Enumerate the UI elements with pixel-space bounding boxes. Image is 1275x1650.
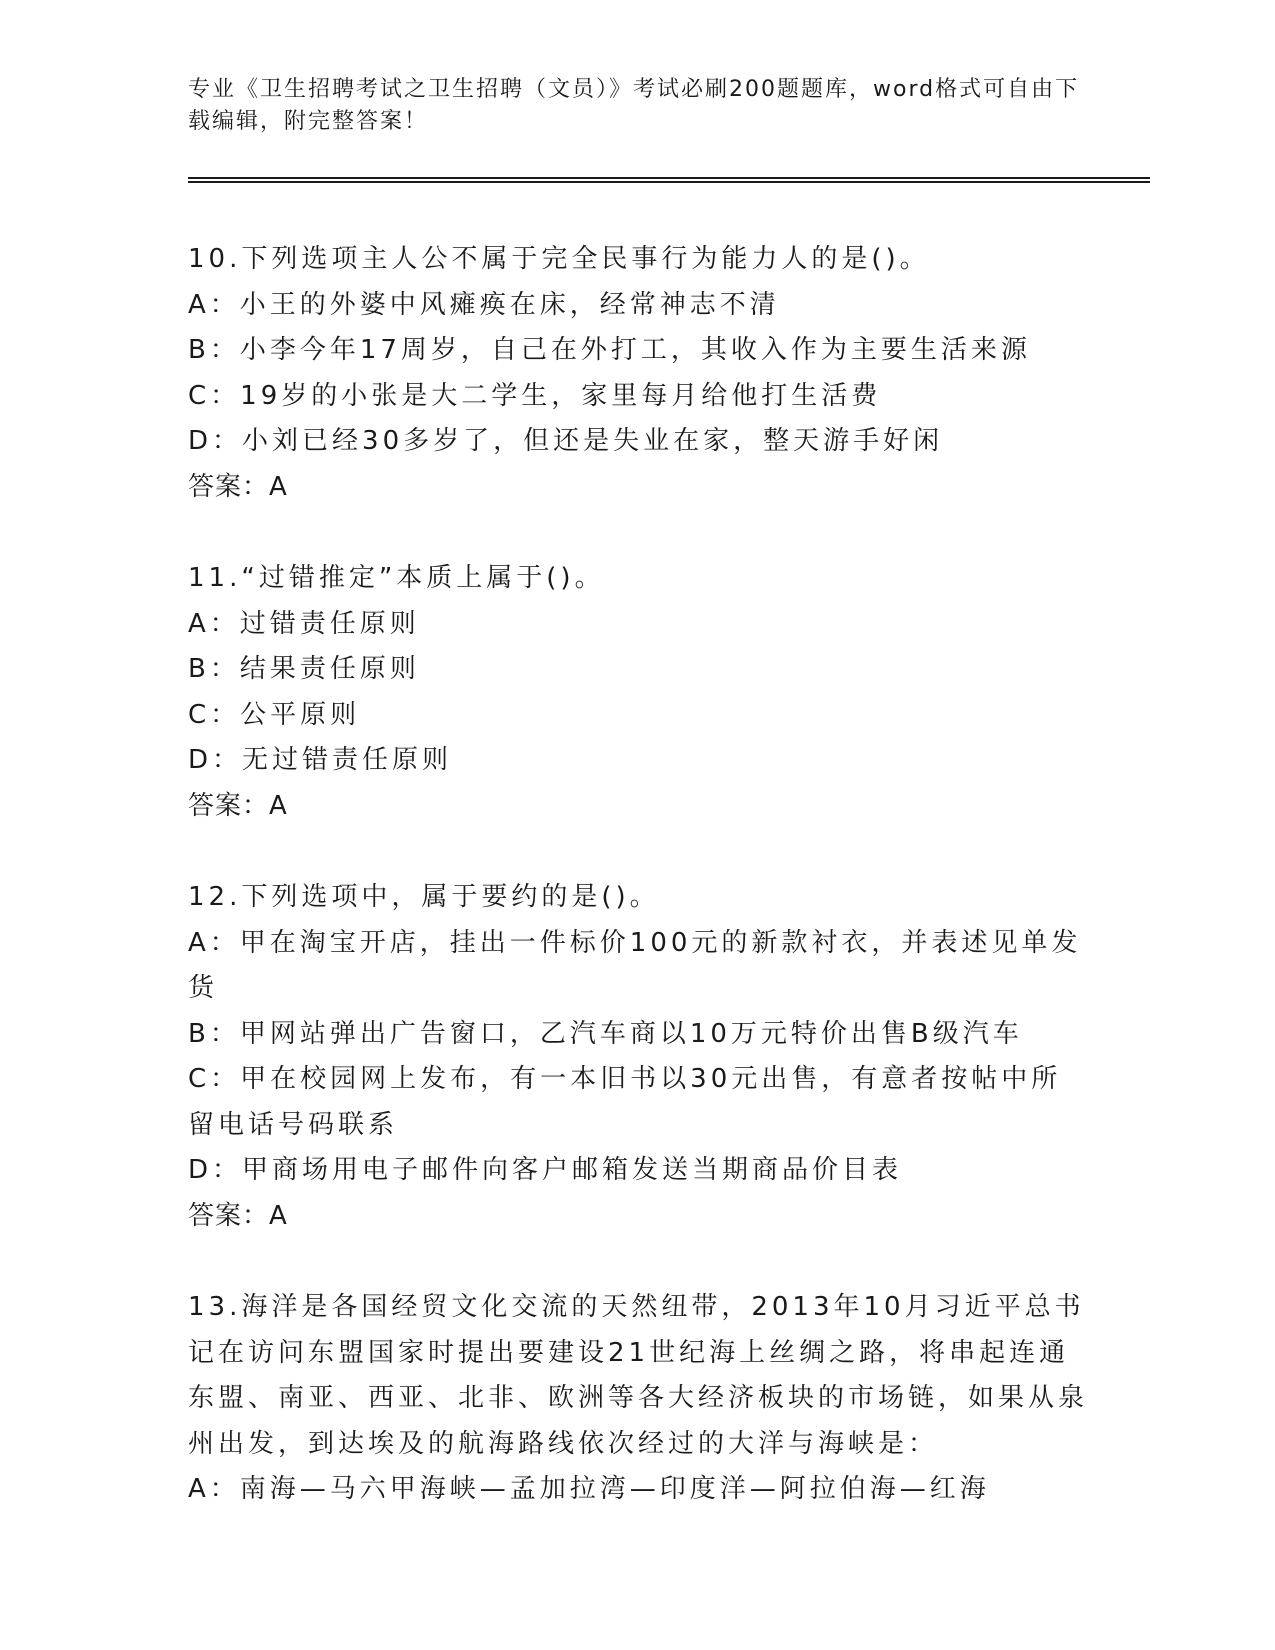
header-divider-top xyxy=(188,177,1150,179)
option-a: A：过错责任原则 xyxy=(188,608,420,639)
answer-line xyxy=(188,1194,1088,1240)
answer-label: 答案： xyxy=(188,1200,270,1231)
answer-label: 答案： xyxy=(188,471,270,502)
question-12 xyxy=(188,875,1088,1239)
question-stem: 10.下列选项主人公不属于完全民事行为能力人的是()。 xyxy=(188,244,930,274)
answer-line xyxy=(188,784,1088,830)
question-stem: 12.下列选项中，属于要约的是()。 xyxy=(188,882,660,912)
header-divider-bottom xyxy=(188,181,1150,183)
answer-value: A xyxy=(269,471,288,502)
option-d: D：甲商场用电子邮件向客户邮箱发送当期商品价目表 xyxy=(188,1155,903,1185)
question-13 xyxy=(188,1285,1088,1513)
answer-value: A xyxy=(269,1200,288,1231)
answer-line xyxy=(188,465,1088,511)
document-header: 专业《卫生招聘考试之卫生招聘（文员）》考试必刷200题题库，word格式可自由下载编辑，附完整答案！ xyxy=(188,77,1080,134)
answer-value: A xyxy=(269,790,288,821)
option-b: B：结果责任原则 xyxy=(188,654,420,684)
option-c: C：甲在校园网上发布，有一本旧书以30元出售，有意者按帖中所留电话号码联系 xyxy=(188,1064,1062,1140)
question-10 xyxy=(188,237,1088,510)
option-a: A：小王的外婆中风瘫痪在床，经常神志不清 xyxy=(188,289,780,320)
question-stem: 13.海洋是各国经贸文化交流的天然纽带，2013年10月习近平总书记在访问东盟国家时提出要建设21世纪海上丝绸之路，将串起连通东盟、南亚、西亚、北非、欧洲等各大经济板块的市场链，如果从泉州出发，到达埃及的航海路线依次经过的大洋与海峡是： xyxy=(188,1292,1089,1459)
question-list xyxy=(188,237,1088,1559)
option-c: C：19岁的小张是大二学生，家里每月给他打生活费 xyxy=(188,380,882,411)
option-b: B：小李今年17周岁，自己在外打工，其收入作为主要生活来源 xyxy=(188,335,1031,365)
option-a: A：甲在淘宝开店，挂出一件标价100元的新款衬衣，并表述见单发货 xyxy=(188,927,1082,1003)
option-a: A：南海—马六甲海峡—孟加拉湾—印度洋—阿拉伯海—红海 xyxy=(188,1474,990,1504)
option-b: B：甲网站弹出广告窗口，乙汽车商以10万元特价出售B级汽车 xyxy=(188,1018,1023,1049)
option-d: D：小刘已经30多岁了，但还是失业在家，整天游手好闲 xyxy=(188,426,944,456)
option-c: C：公平原则 xyxy=(188,699,361,730)
answer-label: 答案： xyxy=(188,790,270,821)
question-11 xyxy=(188,556,1088,829)
question-stem: 11.“过错推定”本质上属于()。 xyxy=(188,563,605,593)
option-d: D：无过错责任原则 xyxy=(188,745,453,775)
